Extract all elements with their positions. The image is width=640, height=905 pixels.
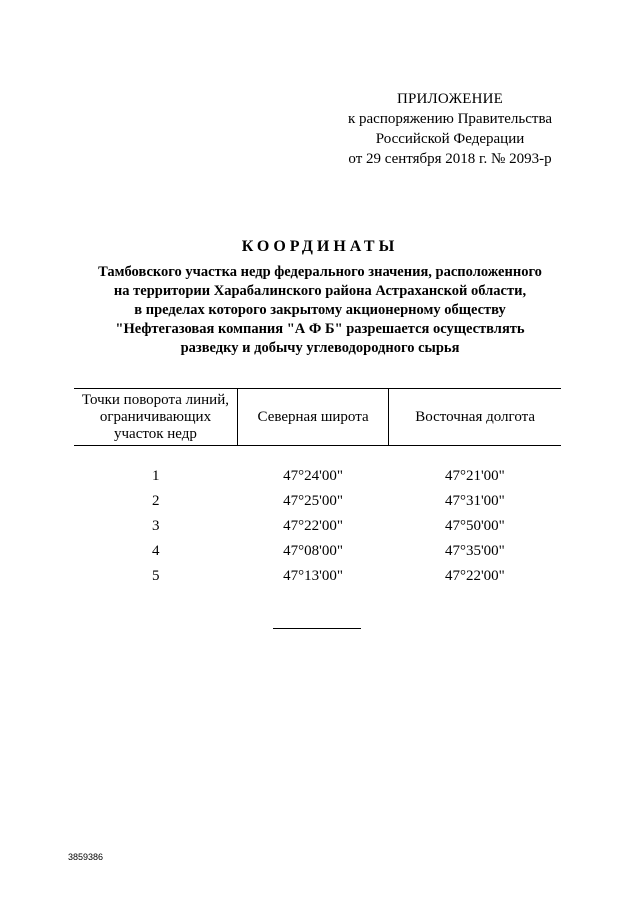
- subtitle-line-2: на территории Харабалинского района Астраханской области,: [113, 283, 527, 299]
- end-divider: [273, 628, 361, 629]
- document-number: 3859386: [68, 852, 104, 862]
- cell-longitude: 47°31'00": [444, 493, 505, 509]
- table-row: [74, 489, 561, 514]
- appendix-line-1: к распоряжению Правительства: [347, 111, 552, 127]
- table-header-row: [74, 389, 561, 446]
- cell-longitude: 47°35'00": [444, 543, 505, 559]
- table-row: [74, 446, 561, 490]
- document-heading: КООРДИНАТЫ: [241, 238, 399, 255]
- subtitle-line-3: в пределах которого закрытому акционерному обществу: [134, 302, 506, 318]
- table-row: [74, 539, 561, 564]
- cell-latitude: 47°13'00": [283, 568, 343, 584]
- cell-longitude: 47°21'00": [444, 468, 505, 484]
- cell-longitude: 47°50'00": [444, 518, 505, 534]
- appendix-line-3: от 29 сентября 2018 г. № 2093-р: [348, 151, 552, 167]
- cell-point: 3: [151, 518, 160, 534]
- subtitle-line-1: Тамбовского участка недр федерального значения, расположенного: [98, 264, 542, 280]
- coordinates-table: [74, 388, 561, 589]
- cell-point: 4: [151, 543, 160, 559]
- appendix-title: ПРИЛОЖЕНИЕ: [396, 91, 504, 107]
- cell-latitude: 47°24'00": [283, 468, 343, 484]
- header-latitude: Северная широта: [237, 389, 388, 446]
- cell-latitude: 47°08'00": [283, 543, 343, 559]
- cell-latitude: 47°22'00": [283, 518, 343, 534]
- subtitle-line-4: "Нефтегазовая компания "А Ф Б" разрешается осуществлять: [115, 321, 525, 337]
- subtitle-line-5: разведку и добычу углеводородного сырья: [180, 340, 460, 356]
- document-subtitle: [40, 263, 600, 358]
- cell-point: 1: [151, 468, 160, 484]
- table-row: [74, 514, 561, 539]
- table-row: [74, 564, 561, 589]
- cell-point: 2: [151, 493, 160, 509]
- cell-longitude: 47°22'00": [444, 568, 505, 584]
- coordinates-table-wrapper: [74, 388, 561, 589]
- appendix-block: [330, 89, 570, 169]
- cell-latitude: 47°25'00": [283, 493, 343, 509]
- header-longitude: Восточная долгота: [415, 408, 536, 425]
- header-point: Точки поворота линий, ограничивающих участок недр: [81, 391, 229, 442]
- cell-point: 5: [151, 568, 160, 584]
- appendix-line-2: Российской Федерации: [375, 131, 525, 147]
